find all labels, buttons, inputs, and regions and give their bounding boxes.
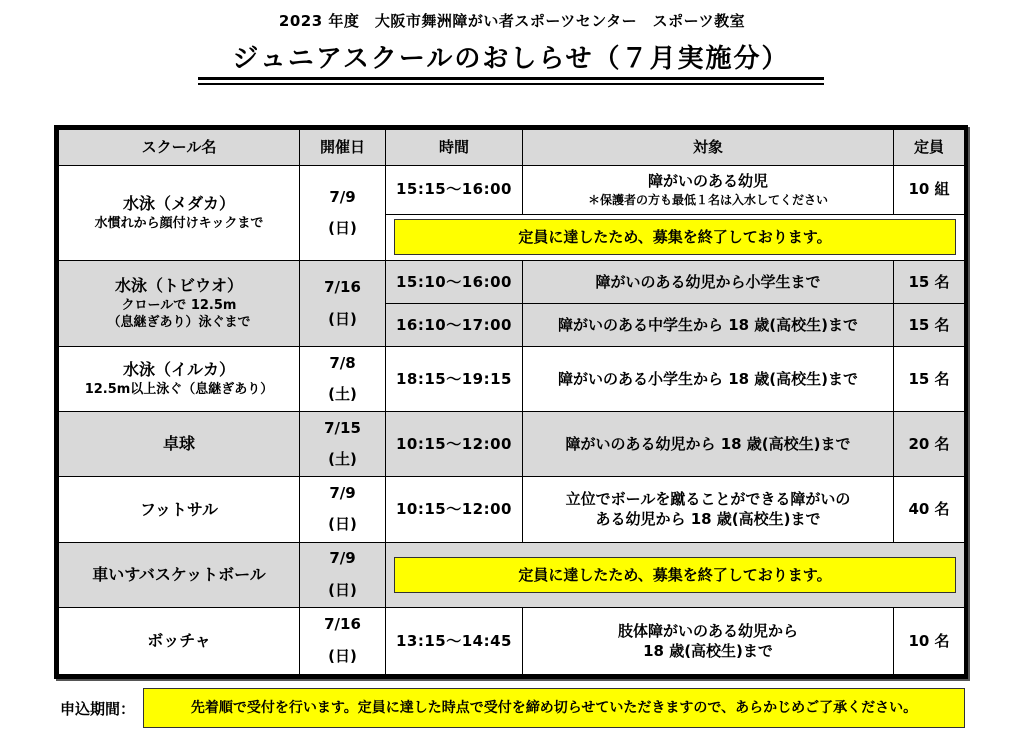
weekday: (日) [328, 580, 357, 599]
col-header-target: 対象 [523, 130, 894, 166]
schedule-table [54, 125, 968, 679]
target-cell: 障がいのある中学生から 18 歳(高校生)まで [523, 304, 894, 347]
table-row [59, 346, 965, 411]
date-cell [300, 261, 386, 347]
table-row [59, 412, 965, 477]
table-row [59, 165, 965, 214]
capacity-cell: 20 名 [894, 412, 965, 477]
application-period-label: 申込期間： [60, 700, 136, 718]
date-cell [300, 412, 386, 477]
date-cell [300, 542, 386, 607]
guardian-note: ＊保護者の方も最低１名は入水してください [587, 192, 828, 207]
target-cell [523, 165, 894, 214]
target-cell: 障がいのある幼児から 18 歳(高校生)まで [523, 412, 894, 477]
capacity-cell: 15 名 [894, 304, 965, 347]
school-description: 12.5m以上泳ぐ（息継ぎあり） [84, 382, 274, 398]
capacity-cell: 10 名 [894, 607, 965, 674]
target-text: 障がいのある幼児 [647, 172, 768, 191]
time-cell: 16:10～17:00 [386, 304, 523, 347]
closed-notice-cell [386, 542, 965, 607]
target-cell: 障がいのある幼児から小学生まで [523, 261, 894, 304]
school-name-boccia: ボッチャ [59, 607, 300, 674]
header-line: 2023 年度 大阪市舞洲障がい者スポーツセンター スポーツ教室 [278, 12, 746, 30]
target-cell: 障がいのある小学生から 18 歳(高校生)まで [523, 346, 894, 411]
date-cell [300, 477, 386, 542]
weekday: (土) [328, 450, 357, 469]
school-name-futsal: フットサル [59, 477, 300, 542]
school-description: クロールで 12.5m [121, 297, 237, 313]
school-name-takkyu: 卓球 [59, 412, 300, 477]
school-description: （息継ぎあり）泳ぐまで [107, 315, 251, 331]
school-name: 水泳（トビウオ） [114, 276, 243, 296]
school-name: 水泳（メダカ） [122, 194, 235, 214]
target-text: ある幼児から 18 歳(高校生)まで [595, 510, 821, 529]
school-name-tobiuo [59, 261, 300, 347]
time-cell: 10:15～12:00 [386, 412, 523, 477]
target-text: 18 歳(高校生)まで [643, 641, 773, 660]
page-title: ジュニアスクールのおしらせ（７月実施分） [198, 38, 824, 80]
closed-notice-cell [386, 214, 965, 261]
weekday: (日) [328, 309, 357, 328]
col-header-time: 時間 [386, 130, 523, 166]
table-header-row [59, 130, 965, 166]
time-cell: 15:10～16:00 [386, 261, 523, 304]
weekday: (日) [328, 515, 357, 534]
application-notice: 先着順で受付を行います。定員に達した時点で受付を締め切らせていただきますので、あらかじめご了承ください。 [143, 688, 965, 728]
target-cell [523, 607, 894, 674]
school-name: 水泳（イルカ） [122, 360, 235, 380]
weekday: (日) [328, 219, 357, 238]
target-text: 立位でボールを蹴ることができる障がいの [565, 490, 851, 509]
date: 7/9 [329, 483, 356, 502]
time-cell: 10:15～12:00 [386, 477, 523, 542]
date-cell [300, 165, 386, 261]
target-text: 肢体障がいのある幼児から [617, 621, 798, 640]
table-row [59, 261, 965, 304]
date: 7/15 [324, 418, 361, 437]
table-row [59, 607, 965, 674]
capacity-cell: 15 名 [894, 261, 965, 304]
table-row [59, 477, 965, 542]
school-name-medaka [59, 165, 300, 261]
col-header-school: スクール名 [59, 130, 300, 166]
weekday: (土) [328, 385, 357, 404]
date-cell [300, 607, 386, 674]
school-name-wheelchair-basketball: 車いすバスケットボール [59, 542, 300, 607]
date: 7/8 [329, 353, 356, 372]
col-header-capacity: 定員 [894, 130, 965, 166]
date-cell [300, 346, 386, 411]
capacity-cell: 15 名 [894, 346, 965, 411]
time-cell: 15:15～16:00 [386, 165, 523, 214]
school-name-iruka [59, 346, 300, 411]
col-header-date: 開催日 [300, 130, 386, 166]
time-cell: 13:15～14:45 [386, 607, 523, 674]
date: 7/16 [324, 615, 361, 634]
table-row [59, 542, 965, 607]
target-cell [523, 477, 894, 542]
date: 7/9 [329, 187, 356, 206]
date: 7/9 [329, 549, 356, 568]
school-description: 水慣れから顔付けキックまで [94, 216, 264, 232]
capacity-cell: 10 組 [894, 165, 965, 214]
weekday: (日) [328, 646, 357, 665]
closed-notice: 定員に達したため、募集を終了しております。 [394, 219, 956, 255]
closed-notice: 定員に達したため、募集を終了しております。 [394, 557, 956, 593]
capacity-cell: 40 名 [894, 477, 965, 542]
time-cell: 18:15～19:15 [386, 346, 523, 411]
date: 7/16 [324, 278, 361, 297]
